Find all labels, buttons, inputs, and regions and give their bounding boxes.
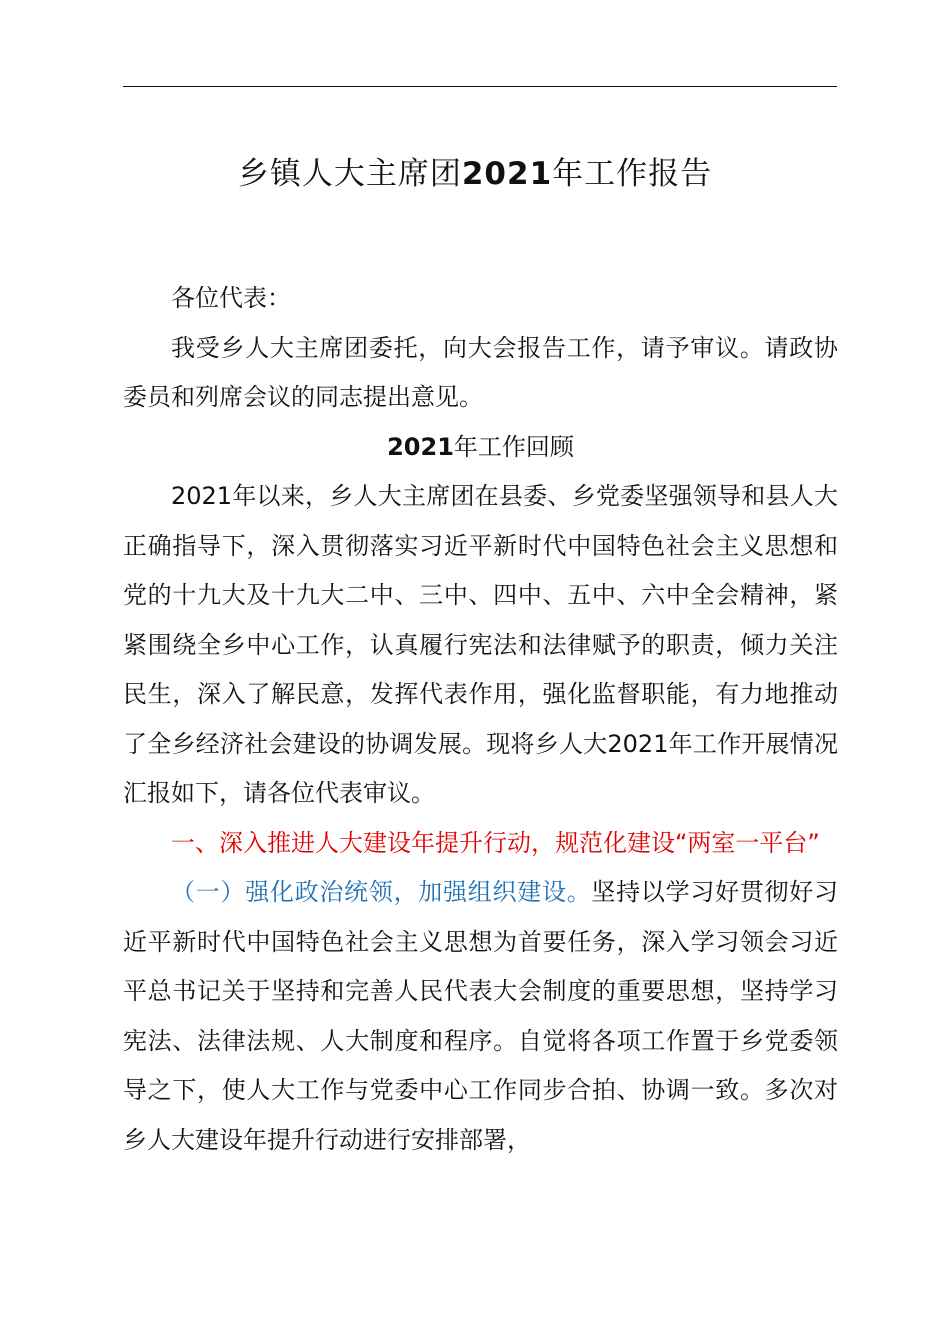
intro-paragraph: 我受乡人大主席团委托，向大会报告工作，请予审议。请政协委员和列席会议的同志提出意见。 bbox=[123, 333, 838, 411]
header-rule bbox=[123, 86, 837, 87]
document-title bbox=[0, 150, 950, 198]
title-suffix: 年工作报告 bbox=[552, 156, 713, 192]
title-prefix: 乡镇人大主席团 bbox=[237, 156, 462, 192]
subsection-one-body: 坚持以学习好贯彻好习近平新时代中国特色社会主义思想为首要任务，深入学习领会习近平总书记关于坚持和完善人民代表大会制度的重要思想，坚持学习宪法、法律法规、人大制度和程序。自觉将各项工作置于乡党委领导之下，使人大工作与党委中心工作同步合拍、协调一致。多次对乡人大建设年提升行动进行安排部署， bbox=[123, 878, 838, 1154]
review-heading bbox=[123, 423, 838, 473]
review-heading-year: 2021 bbox=[387, 432, 454, 461]
review-heading-text: 年工作回顾 bbox=[453, 432, 574, 461]
title-year: 2021 bbox=[461, 156, 553, 192]
salutation: 各位代表： bbox=[171, 284, 291, 312]
subsection-one-paragraph bbox=[123, 868, 838, 1165]
subsection-one-heading: （一）强化政治统领，加强组织建设。 bbox=[171, 878, 592, 906]
section-one-heading: 一、深入推进人大建设年提升行动，规范化建设“两室一平台” bbox=[171, 828, 820, 857]
document-body bbox=[123, 274, 838, 1165]
review-paragraph: 2021年以来，乡人大主席团在县委、乡党委坚强领导和县人大正确指导下，深入贯彻落实习近平新时代中国特色社会主义思想和党的十九大及十九大二中、三中、四中、五中、六中全会精神，紧紧围绕全乡中心工作，认真履行宪法和法律赋予的职责，倾力关注民生，深入了解民意，发挥代表作用，强化监督职能，有力地推动了全乡经济社会建设的协调发展。现将乡人大2021年工作开展情况汇报如下，请各位代表审议。 bbox=[123, 482, 838, 807]
